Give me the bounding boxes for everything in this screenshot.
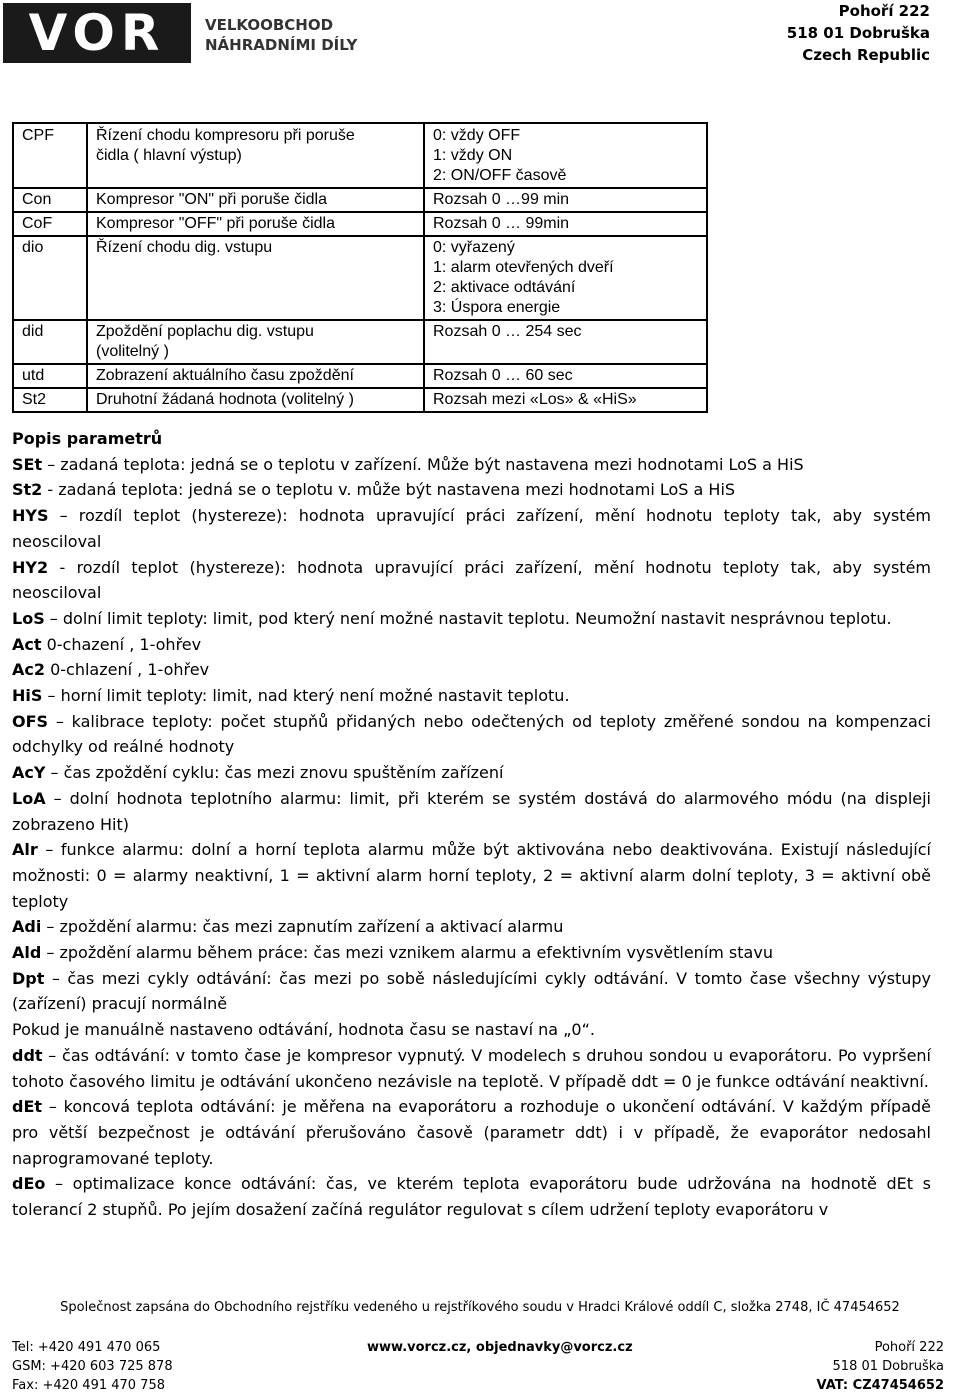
- paragraph-list: [12, 452, 931, 1223]
- param-description: [87, 320, 424, 364]
- param-code: CPF: [13, 123, 87, 188]
- parameter-paragraph: [12, 760, 931, 786]
- param-value-line: 1: vždy ON: [433, 147, 513, 164]
- param-value: [424, 212, 707, 236]
- param-description-line: (volitelný ): [96, 343, 169, 360]
- parameter-text: – funkce alarmu: dolní a horní teplota alarmu může být aktivována nebo deaktivována. Existují následující možnosti: 0 = alarmy neaktivní, 1 = aktivní alarm horní teploty, 2 = aktivní alarm dolní teploty, 3 = aktivní obě teploty: [12, 840, 931, 911]
- footer-address-line2: 518 01 Dobruška: [832, 1359, 944, 1374]
- header-address-line3: Czech Republic: [802, 46, 930, 64]
- parameter-paragraph: [12, 940, 931, 966]
- param-description-line: Kompresor "OFF" při poruše čidla: [96, 215, 335, 232]
- param-description: [87, 236, 424, 320]
- param-description-line: Zobrazení aktuálního času zpoždění: [96, 367, 354, 384]
- logo-subtitle-line1: VELKOOBCHOD: [205, 16, 334, 34]
- param-code: St2: [13, 388, 87, 412]
- parameter-paragraph: [12, 555, 931, 606]
- parameter-term: LoA: [12, 788, 46, 808]
- parameter-term: dEo: [12, 1174, 46, 1194]
- table-row: [13, 388, 707, 412]
- parameter-text: – dolní hodnota teplotního alarmu: limit, při kterém se systém dostává do alarmového módu (na displeji zobrazeno Hit): [12, 788, 931, 834]
- page-header: [0, 0, 960, 70]
- param-description-line: Řízení chodu kompresoru při poruše: [96, 127, 355, 144]
- param-description-line: Kompresor "ON" při poruše čidla: [96, 191, 327, 208]
- parameter-text: – kalibrace teploty: počet stupňů přidaných nebo odečtených od teploty změřené sondou na kompenzaci odchylky od reálné hodnoty: [12, 711, 931, 757]
- table-row: [13, 188, 707, 212]
- header-address: [787, 0, 930, 66]
- param-code: Con: [13, 188, 87, 212]
- parameter-text: – rozdíl teplot (hystereze): hodnota upravující práci zařízení, mění hodnotu teploty tak, aby systém neosciloval: [12, 506, 931, 551]
- parameter-paragraph: [12, 709, 931, 760]
- param-value-line: 0: vyřazený: [433, 239, 515, 256]
- parameter-paragraph: [12, 452, 931, 478]
- table-row: [13, 212, 707, 236]
- parameter-paragraph: [12, 786, 931, 837]
- parameter-text: – čas odtávání: v tomto čase je kompresor vypnutý. V modelech s druhou sondou u evaporátoru. Po vypršení tohoto časového limitu je odtávání ukončeno nezávisle na teplotě. V případě ddt = 0 je funkce odtávání neaktivní.: [12, 1045, 931, 1091]
- parameter-term: LoS: [12, 608, 45, 628]
- param-value-line: Rozsah 0 …99 min: [433, 191, 570, 208]
- parameter-term: HiS: [12, 686, 43, 706]
- parameter-paragraph: [12, 606, 931, 632]
- parameter-term: HY2: [12, 557, 49, 577]
- param-code: dio: [13, 236, 87, 320]
- footer-tel: Tel: +420 491 470 065: [12, 1340, 161, 1355]
- param-description-line: čidla ( hlavní výstup): [96, 147, 242, 164]
- param-description: [87, 364, 424, 388]
- param-code: CoF: [13, 212, 87, 236]
- parameter-term: AcY: [12, 763, 46, 783]
- table-row: [13, 236, 707, 320]
- logo-subtitle-line2: NÁHRADNÍMI DÍLY: [205, 36, 358, 54]
- param-description-line: Zpoždění poplachu dig. vstupu: [96, 323, 314, 340]
- parameter-term: Act: [12, 634, 42, 654]
- parameter-descriptions: [12, 426, 931, 1223]
- param-code: did: [13, 320, 87, 364]
- parameter-term: Dpt: [12, 968, 45, 988]
- parameter-term: dEt: [12, 1097, 43, 1117]
- footer-vat: VAT: CZ47454652: [816, 1378, 944, 1393]
- param-value-line: Rozsah 0 … 99min: [433, 215, 570, 232]
- parameter-text: – koncová teplota odtávání: je měřena na evaporátoru a rozhoduje o ukončení odtávání. V každým případě pro větší bezpečnost je odtávání přerušováno časově (parametr ddt) i v případě, že evaporátor nedosahl naprogramované teploty.: [12, 1097, 931, 1168]
- param-value-line: 3: Úspora energie: [433, 299, 561, 316]
- parameter-term: Alr: [12, 840, 38, 860]
- company-logo: VOR: [3, 3, 191, 63]
- parameter-term: SEt: [12, 454, 43, 474]
- parameter-term: OFS: [12, 711, 49, 731]
- footer-fax: Fax: +420 491 470 758: [12, 1378, 165, 1393]
- logo-subtitle: [205, 15, 357, 55]
- param-value: [424, 364, 707, 388]
- param-description-line: Řízení chodu dig. vstupu: [96, 239, 273, 256]
- section-title: Popis parametrů: [12, 429, 163, 448]
- param-value-line: 0: vždy OFF: [433, 127, 521, 144]
- parameter-text: – dolní limit teploty: limit, pod který není možné nastavit teplotu. Neumožní nastavit nesprávnou teplotu.: [44, 608, 892, 628]
- parameter-paragraph: [12, 837, 931, 914]
- footer-gsm: GSM: +420 603 725 878: [12, 1359, 173, 1374]
- param-description: [87, 123, 424, 188]
- footer-web-link[interactable]: www.vorcz.cz, objednavky@vorcz.cz: [367, 1340, 633, 1355]
- param-value: [424, 123, 707, 188]
- parameter-paragraph: [12, 1171, 931, 1222]
- parameter-text: – optimalizace konce odtávání: čas, ve kterém teplota evaporátoru bude udržována na hodnotě dEt s tolerancí 2 stupňů. Po jejím dosažení začíná regulátor regulovat s cílem udržení teploty evaporátoru v: [12, 1174, 931, 1220]
- table-row: [13, 123, 707, 188]
- parameter-paragraph: [12, 683, 931, 709]
- param-description: [87, 188, 424, 212]
- header-address-line2: 518 01 Dobruška: [786, 24, 930, 42]
- parameter-term: St2: [12, 480, 43, 500]
- parameter-term: HYS: [12, 506, 49, 526]
- param-description-line: Druhotní žádaná hodnota (volitelný ): [96, 391, 354, 408]
- parameter-table: [12, 122, 708, 413]
- parameter-text: – zadaná teplota: jedná se o teplotu v zařízení. Může být nastavena mezi hodnotami LoS a HiS: [42, 454, 804, 474]
- table-row: [13, 320, 707, 364]
- param-value-line: 2: aktivace odtávání: [433, 279, 576, 296]
- parameter-text: - zadaná teplota: jedná se o teplotu v. může být nastavena mezi hodnotami LoS a HiS: [42, 480, 736, 500]
- param-value-line: 1: alarm otevřených dveří: [433, 259, 614, 276]
- page-footer: [12, 1338, 944, 1394]
- page-break-mask: [0, 1272, 960, 1302]
- parameter-text: – horní limit teploty: limit, nad který není možné nastavit teplotu.: [42, 686, 570, 706]
- param-code: utd: [13, 364, 87, 388]
- param-value-line: Rozsah 0 … 60 sec: [433, 367, 573, 384]
- parameter-paragraph: [12, 477, 931, 503]
- header-address-line1: Pohoří 222: [838, 2, 930, 20]
- param-value: [424, 320, 707, 364]
- parameter-term: Adi: [12, 917, 42, 937]
- param-value: [424, 388, 707, 412]
- parameter-paragraph: [12, 632, 931, 658]
- parameter-paragraph: [12, 1043, 931, 1094]
- parameter-paragraph: [12, 1094, 931, 1171]
- parameter-term: Ald: [12, 943, 42, 963]
- parameter-text: – čas mezi cykly odtávání: čas mezi po sobě následujícími cykly odtávání. V tomto čase všechny výstupy (zařízení) pracují normálně: [12, 968, 931, 1014]
- parameter-paragraph: [12, 657, 931, 683]
- parameter-paragraph: [12, 503, 931, 554]
- footer-contacts: [12, 1338, 173, 1395]
- parameter-term: ddt: [12, 1045, 43, 1065]
- parameter-text: 0-chlazení , 1-ohřev: [45, 660, 210, 680]
- param-description: [87, 388, 424, 412]
- parameter-text: Pokud je manuálně nastaveno odtávání, hodnota času se nastaví na „0“.: [12, 1020, 595, 1040]
- registry-note: Společnost zapsána do Obchodního rejstříku vedeného u rejstříkového soudu v Hradci Králové oddíl C, složka 2748, IČ 47454652: [60, 1300, 900, 1315]
- param-description: [87, 212, 424, 236]
- param-value: [424, 188, 707, 212]
- param-value-line: Rozsah mezi «Los» & «HiS»: [433, 391, 637, 408]
- parameter-paragraph: [12, 966, 931, 1017]
- footer-address: [817, 1338, 944, 1395]
- param-value-line: Rozsah 0 … 254 sec: [433, 323, 582, 340]
- param-value: [424, 236, 707, 320]
- parameter-text: – čas zpoždění cyklu: čas mezi znovu spuštěním zařízení: [45, 763, 504, 783]
- table-row: [13, 364, 707, 388]
- parameter-text: – zpoždění alarmu během práce: čas mezi vznikem alarmu a efektivním vysvětlením stavu: [41, 943, 773, 963]
- parameter-paragraph: [12, 914, 931, 940]
- parameter-text: 0-chazení , 1-ohřev: [41, 634, 202, 654]
- param-value-line: 2: ON/OFF časově: [433, 167, 567, 184]
- parameter-text: - rozdíl teplot (hystereze): hodnota upravující práci zařízení, mění hodnotu teploty tak, aby systém neosciloval: [12, 557, 931, 603]
- parameter-paragraph: [12, 1017, 931, 1043]
- footer-address-line1: Pohoří 222: [874, 1340, 944, 1355]
- parameter-text: – zpoždění alarmu: čas mezi zapnutím zařízení a aktivací alarmu: [41, 917, 564, 937]
- parameter-term: Ac2: [12, 660, 45, 680]
